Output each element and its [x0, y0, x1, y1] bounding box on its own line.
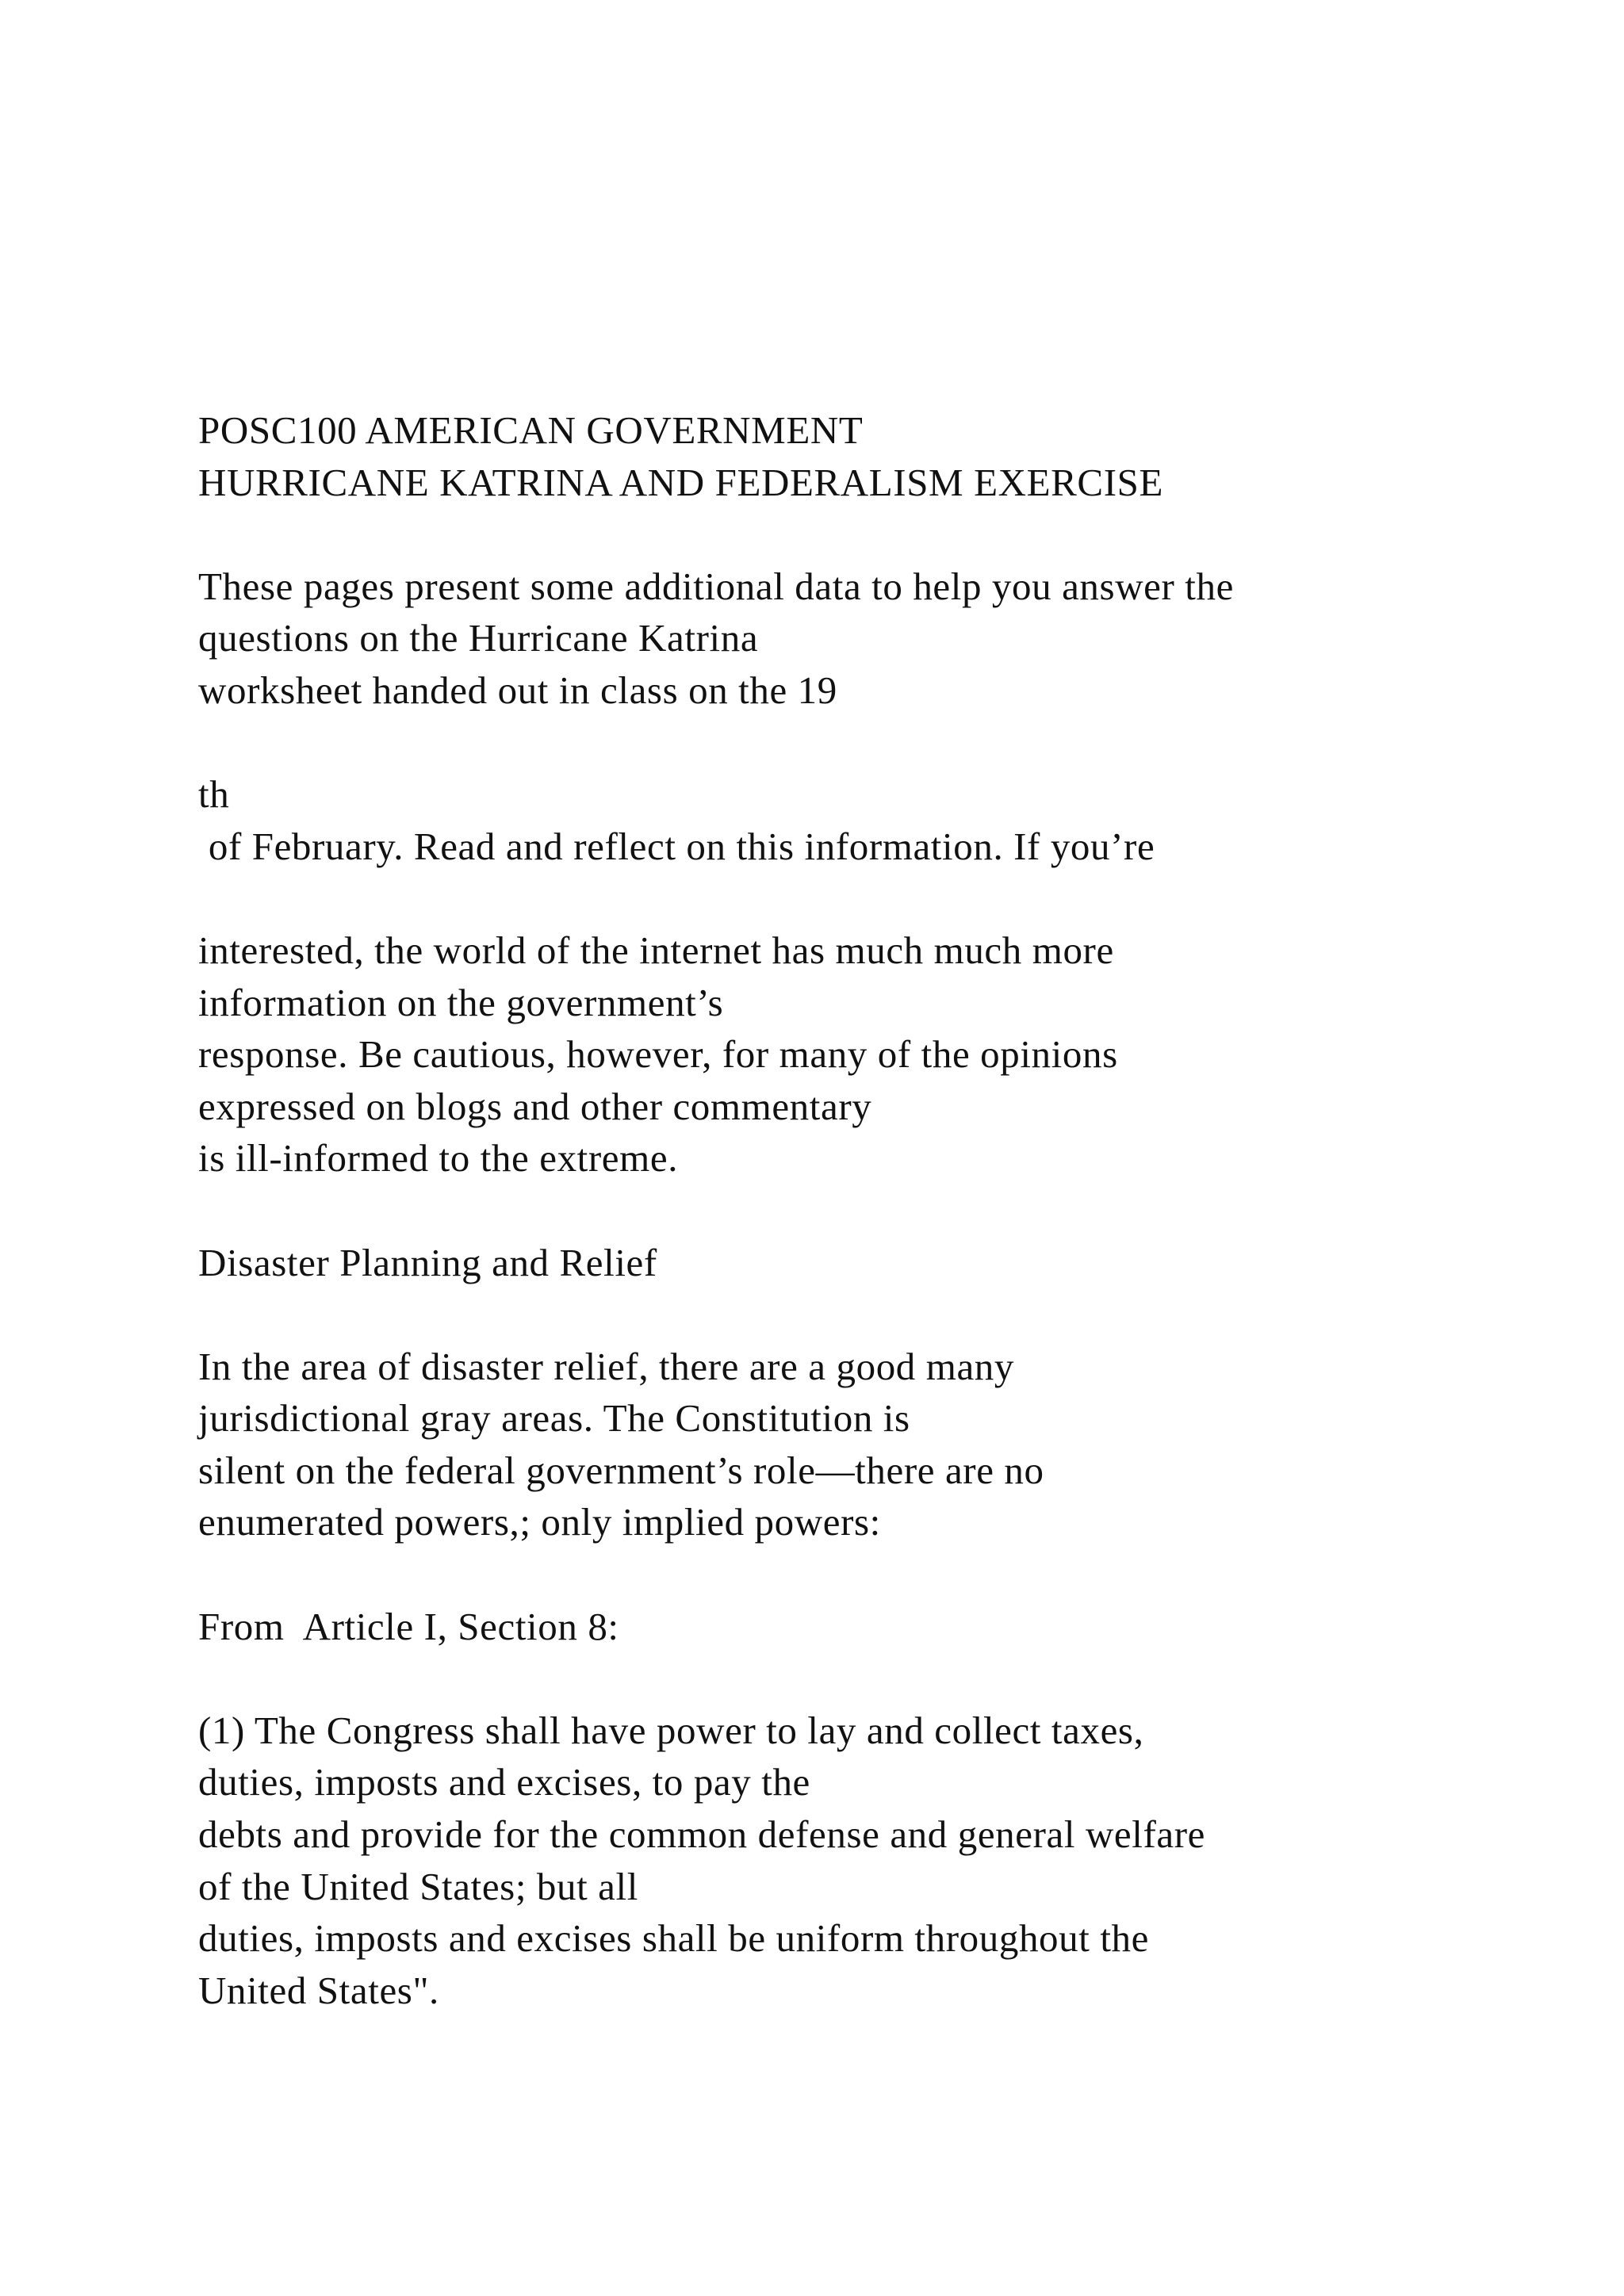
blank-line	[198, 1652, 1546, 1705]
section-heading: Disaster Planning and Relief	[198, 1240, 657, 1284]
intro-line: interested, the world of the internet has much much more	[198, 928, 1114, 972]
body-line: jurisdictional gray areas. The Constitution is	[198, 1396, 910, 1441]
blank-line	[198, 717, 1546, 769]
intro-line: is ill-informed to the extreme.	[198, 1136, 679, 1181]
body-line: silent on the federal government’s role—there are no	[198, 1448, 1044, 1492]
intro-line: expressed on blogs and other commentary	[198, 1084, 872, 1128]
quote-line: United States".	[198, 1968, 439, 2012]
intro-line: These pages present some additional data to help you answer the	[198, 564, 1234, 608]
intro-line: of February. Read and reflect on this information. If you’re	[198, 824, 1155, 868]
quote-line: duties, imposts and excises shall be uniform throughout the	[198, 1916, 1149, 1961]
intro-line: th	[198, 772, 230, 817]
intro-line: worksheet handed out in class on the 19	[198, 668, 837, 712]
exercise-title: HURRICANE KATRINA AND FEDERALISM EXERCISE	[198, 460, 1163, 504]
body-line: In the area of disaster relief, there are a good many	[198, 1344, 1015, 1388]
blank-line	[198, 1288, 1546, 1341]
intro-line: information on the government’s	[198, 980, 724, 1024]
quote-line: of the United States; but all	[198, 1864, 638, 1908]
intro-line: questions on the Hurricane Katrina	[198, 616, 759, 660]
quote-line: debts and provide for the common defense and general welfare	[198, 1812, 1206, 1857]
quote-line: duties, imposts and excises, to pay the	[198, 1760, 810, 1804]
document-body	[198, 404, 1546, 2016]
citation-line: From Article I, Section 8:	[198, 1604, 619, 1648]
body-line: enumerated powers,; only implied powers:	[198, 1500, 881, 1544]
blank-line	[198, 1184, 1546, 1237]
blank-line	[198, 508, 1546, 561]
blank-line	[198, 872, 1546, 924]
blank-line	[198, 1548, 1546, 1601]
course-title: POSC100 AMERICAN GOVERNMENT	[198, 408, 864, 452]
intro-line: response. Be cautious, however, for many of the opinions	[198, 1032, 1118, 1077]
quote-line: (1) The Congress shall have power to lay and collect taxes,	[198, 1708, 1144, 1752]
